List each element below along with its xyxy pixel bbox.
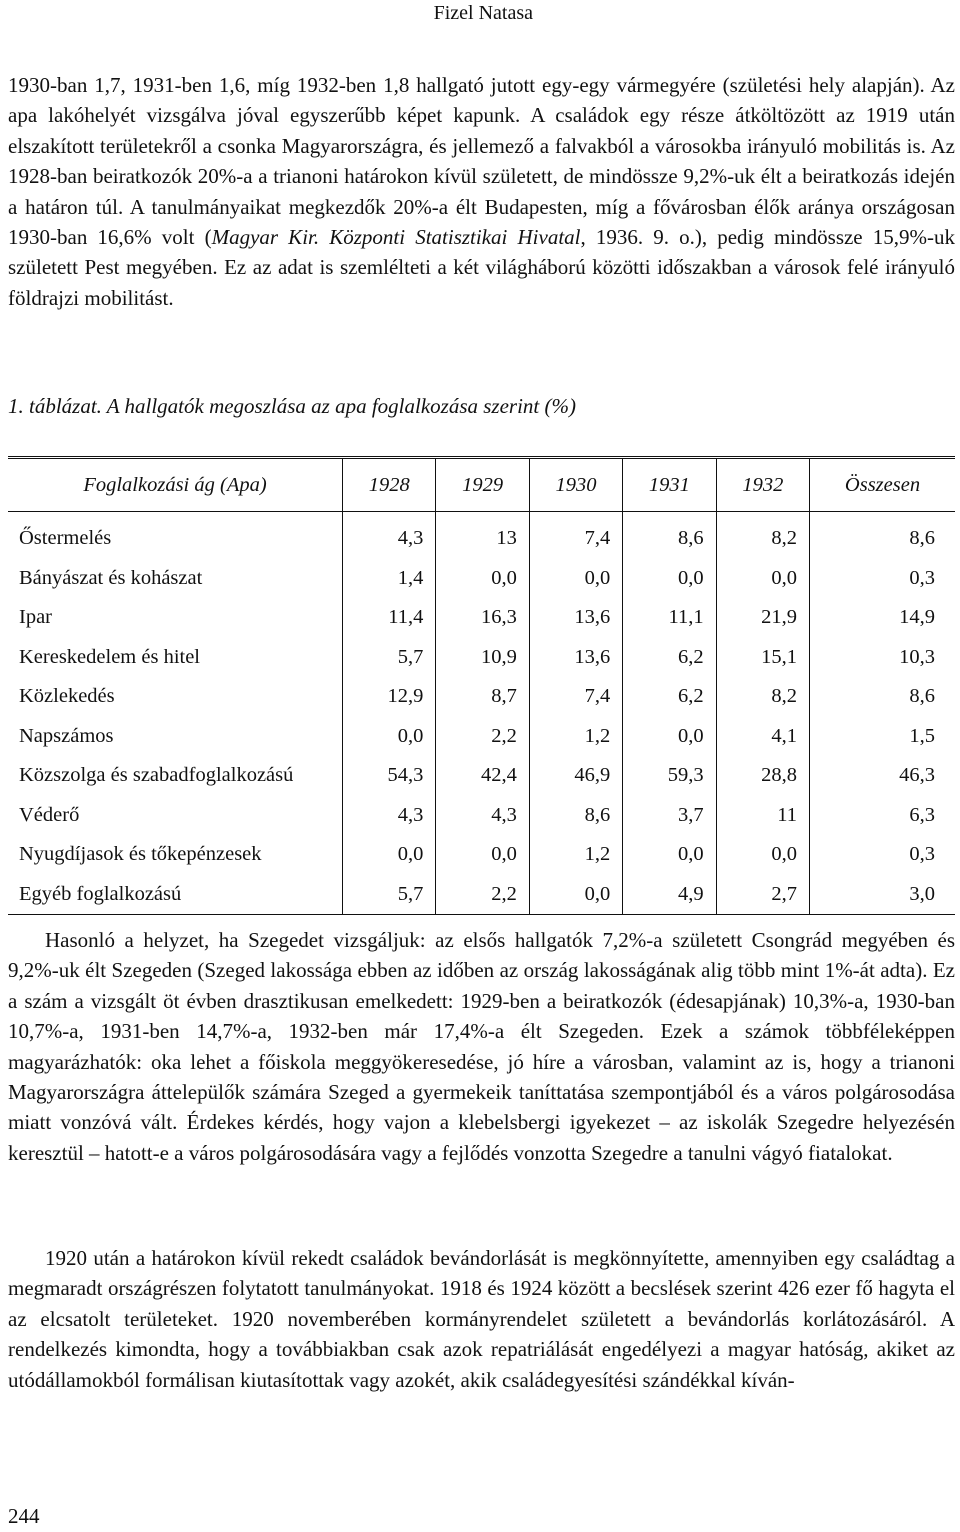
intro-citation: Magyar Kir. Központi Statisztikai Hivatal xyxy=(211,225,581,250)
cell-value: 42,4 xyxy=(436,756,529,796)
cell-value: 0,0 xyxy=(529,559,622,599)
row-label: Véderő xyxy=(8,796,343,836)
row-label: Őstermelés xyxy=(8,512,343,559)
cell-total: 8,6 xyxy=(909,527,935,550)
cell-value: 0,0 xyxy=(716,835,809,875)
row-label: Nyugdíjasok és tőkepénzesek xyxy=(8,835,343,875)
cell-total: 46,3 xyxy=(899,764,935,787)
cell-total: 0,3 xyxy=(909,843,935,866)
cell-value: 11,4 xyxy=(343,598,436,638)
cell-value: 7,4 xyxy=(529,677,622,717)
cell-value: 1,4 xyxy=(343,559,436,599)
cell-value: 13,6 xyxy=(529,638,622,678)
cell-value: 8,2 xyxy=(716,512,809,559)
row-label: Egyéb foglalkozású xyxy=(8,875,343,915)
cell-total: 3,0 xyxy=(810,875,955,915)
table-row xyxy=(8,756,955,796)
intro-paragraph xyxy=(8,70,955,313)
cell-total: 14,9 xyxy=(899,606,935,629)
cell-value: 7,4 xyxy=(529,512,622,559)
cell-value: 13 xyxy=(436,512,529,559)
table-header-row xyxy=(8,459,955,512)
cell-value: 0,0 xyxy=(529,875,622,915)
cell-value: 2,2 xyxy=(436,875,529,915)
cell-value: 1,2 xyxy=(529,835,622,875)
cell-value: 2,7 xyxy=(716,875,809,915)
cell-value: 0,0 xyxy=(436,835,529,875)
table-row xyxy=(8,638,955,678)
header-1929: 1929 xyxy=(436,459,529,512)
row-label: Ipar xyxy=(8,598,343,638)
header-1932: 1932 xyxy=(716,459,809,512)
cell-value: 8,6 xyxy=(623,512,716,559)
occupation-table xyxy=(8,456,955,915)
cell-value: 1,2 xyxy=(529,717,622,757)
cell-value: 46,9 xyxy=(529,756,622,796)
row-label: Közszolga és szabadfoglalkozású xyxy=(8,756,343,796)
cell-value: 10,9 xyxy=(436,638,529,678)
header-1930: 1930 xyxy=(529,459,622,512)
cell-value: 11,1 xyxy=(623,598,716,638)
cell-total: 1,5 xyxy=(909,724,935,747)
cell-value: 6,2 xyxy=(623,677,716,717)
cell-value: 0,0 xyxy=(343,717,436,757)
cell-value: 4,3 xyxy=(436,796,529,836)
cell-value: 0,0 xyxy=(436,559,529,599)
cell-total: 6,3 xyxy=(909,803,935,826)
table-row xyxy=(8,717,955,757)
cell-total: 10,3 xyxy=(899,645,935,668)
intro-paragraph-text: 1930-ban 1,7, 1931-ben 1,6, míg 1932-ben 1,8 hallgató jutott egy-egy vármegyére (születési hely alapján). Az apa lakóhelyét vizsgálva jóval egyszerűbb képet kapunk. A családok egy része átköltözött az 1919 után elszakított területekről a csonka Magyarországra, és jellemező a falvakból a városokba irányuló mobilitás is. Az 1928-ban beiratkozók 20%-a a trianoni határokon kívül született, de mindössze 9,2%-uk élt a beiratkozás idején a határon túl. A tanulmányaikat megkezdők 20%-a élt Budapesten, míg a fővárosban élők aránya országosan 1930-ban 16,6% volt ( xyxy=(8,73,955,250)
cell-value: 21,9 xyxy=(716,598,809,638)
table-row xyxy=(8,598,955,638)
occupation-data-table xyxy=(8,459,955,915)
cell-value: 6,2 xyxy=(623,638,716,678)
cell-value: 13,6 xyxy=(529,598,622,638)
cell-value: 0,0 xyxy=(623,559,716,599)
paragraph-szeged: Hasonló a helyzet, ha Szegedet vizsgáljuk: az elsős hallgatók 7,2%-a született Csongrád megyében és 9,2%-uk élt Szegeden (Szeged lakossága ebben az időben az ország lakosságának alig több mint 1%-át adta). Ez a szám a vizsgált öt évben drasztikusan emelkedett: 1929-ben a beiratkozók (édesapjának) 10,3%-a, 1930-ban 10,7%-a, 1931-ben 14,7%-a, 1932-ben már 17,4%-a élt Szegeden. Ezek a számok többféleképpen magyarázhatók: oka lehet a főiskola meggyökeresedése, jó híre a városban, valamint az is, hogy a trianoni Magyarországra áttelepülők számára Szeged a gyermekeik taníttatása szempontjából és a város polgárosodása miatt vonzóvá vált. Érdekes kérdés, hogy vajon a klebelsbergi igyekezet – az iskolák Szegedre helyezésén keresztül – hatott-e a város polgárosodására vagy a fejlődés vonzotta Szegedre a tanulni vágyó fiatalokat. xyxy=(8,928,955,1165)
row-label: Közlekedés xyxy=(8,677,343,717)
cell-value: 4,9 xyxy=(623,875,716,915)
table-caption: 1. táblázat. A hallgatók megoszlása az apa foglalkozása szerint (%) xyxy=(8,394,576,418)
header-author: Fizel Natasa xyxy=(433,2,533,24)
table-row xyxy=(8,677,955,717)
table-row xyxy=(8,512,955,559)
cell-value: 5,7 xyxy=(343,638,436,678)
cell-value: 16,3 xyxy=(436,598,529,638)
cell-value: 8,2 xyxy=(716,677,809,717)
cell-value: 11 xyxy=(716,796,809,836)
row-label: Napszámos xyxy=(8,717,343,757)
cell-total: 0,3 xyxy=(909,566,935,589)
cell-value: 12,9 xyxy=(343,677,436,717)
header-total: Összesen xyxy=(810,459,955,512)
cell-value: 59,3 xyxy=(623,756,716,796)
table-row xyxy=(8,875,955,915)
row-label: Bányászat és kohászat xyxy=(8,559,343,599)
header-occupation: Foglalkozási ág (Apa) xyxy=(8,459,343,512)
cell-value: 0,0 xyxy=(623,717,716,757)
cell-value: 0,0 xyxy=(623,835,716,875)
cell-value: 15,1 xyxy=(716,638,809,678)
cell-value: 4,1 xyxy=(716,717,809,757)
cell-value: 28,8 xyxy=(716,756,809,796)
paragraph-immigration: 1920 után a határokon kívül rekedt családok bevándorlását is megkönnyítette, amennyiben egy családtag a megmaradt országrészen folytatott tanulmányokat. 1918 és 1924 között a becslések szerint 426 ezer fő hagyta el az elcsatolt területeket. 1920 novemberében kormányrendelet született a bevándorlás korlátozásáról. A rendelkezés kimondta, hogy a továbbiakban csak azok repatriálását engedélyezi a magyar hatóság, akiket az utódállamokból formálisan kiutasítottak vagy azokét, akik családegyesítési szándékkal kíván- xyxy=(8,1246,955,1392)
cell-value: 8,6 xyxy=(529,796,622,836)
row-label: Kereskedelem és hitel xyxy=(8,638,343,678)
running-header xyxy=(0,0,960,30)
cell-total: 8,6 xyxy=(909,685,935,708)
page-number: 244 xyxy=(8,1504,40,1528)
header-1928: 1928 xyxy=(343,459,436,512)
table-row xyxy=(8,559,955,599)
cell-value: 8,7 xyxy=(436,677,529,717)
cell-value: 54,3 xyxy=(343,756,436,796)
cell-value: 5,7 xyxy=(343,875,436,915)
table-row xyxy=(8,796,955,836)
header-1931: 1931 xyxy=(623,459,716,512)
cell-value: 3,7 xyxy=(623,796,716,836)
cell-value: 0,0 xyxy=(343,835,436,875)
cell-value: 2,2 xyxy=(436,717,529,757)
table-row xyxy=(8,835,955,875)
cell-value: 0,0 xyxy=(716,559,809,599)
cell-value: 4,3 xyxy=(343,512,436,559)
intro-paragraph-end: , 1936. 9. o.), pedig mindössze 15,9%-uk született Pest megyében. Ez az adat is szemlélteti a két világháború közötti időszakban a városok felé irányuló földrajzi mobilitást. xyxy=(8,225,955,310)
cell-value: 4,3 xyxy=(343,796,436,836)
